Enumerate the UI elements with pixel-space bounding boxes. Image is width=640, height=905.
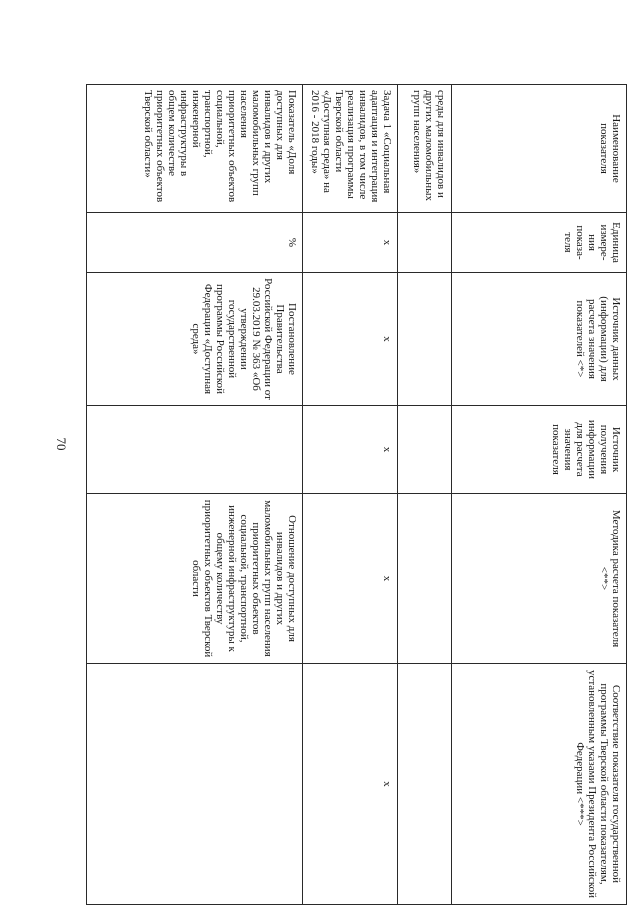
cell-source xyxy=(398,273,452,406)
cell-name: Показатель «Доля доступных для инвалидов и других маломобильных групп населения приоритетных объектов социальной, транспортной, инженерной инфраструктуры в общем количестве приоритетных объектов Тверской области» xyxy=(87,85,303,213)
cell-unit: % xyxy=(87,213,303,273)
header-source: Источник данных (информации) для расчета значения показателей <*> xyxy=(452,273,627,406)
cell-name: среды для инвалидов и других маломобильных групп населения» xyxy=(398,85,452,213)
cell-unit: х xyxy=(303,213,398,273)
cell-obtain xyxy=(398,406,452,494)
cell-compliance xyxy=(87,664,303,905)
header-unit: Единица измере-ния показа-теля xyxy=(452,213,627,273)
table-row xyxy=(303,85,398,905)
indicators-table xyxy=(86,84,627,905)
header-compliance: Соответствие показателя государственной программы Тверской области показателям, установленным указами Президента Российской Федерации <***> xyxy=(452,664,627,905)
cell-compliance xyxy=(398,664,452,905)
cell-compliance: х xyxy=(303,664,398,905)
cell-obtain: х xyxy=(303,406,398,494)
table-row xyxy=(87,85,303,905)
header-name: Наименование показателя xyxy=(452,85,627,213)
header-obtain: Источник получения информации для расчета значения показателя xyxy=(452,406,627,494)
table-row xyxy=(398,85,452,905)
table-header-row xyxy=(452,85,627,905)
cell-unit xyxy=(398,213,452,273)
cell-source: х xyxy=(303,273,398,406)
rotated-table-container xyxy=(87,84,627,904)
header-method: Методика расчета показателя <**> xyxy=(452,494,627,664)
cell-source: Постановление Правительства Российской Федерации от 29.03.2019 № 363 «Об утверждении государственной программы Российской Федерации «Доступная среда» xyxy=(87,273,303,406)
cell-method: х xyxy=(303,494,398,664)
cell-name: Задача 1 «Социальная адаптация и интеграция инвалидов, в том числе реализация программы Тверской области «Доступная среда» на 2016 - 2018 годы» xyxy=(303,85,398,213)
page-number: 70 xyxy=(54,437,69,451)
cell-method: Отношение доступных для инвалидов и других маломобильных групп населения приоритетных объектов социальной, транспортной, инженерной инфраструктуры к общему количеству приоритетных объектов Тверской области xyxy=(87,494,303,664)
cell-obtain xyxy=(87,406,303,494)
cell-method xyxy=(398,494,452,664)
